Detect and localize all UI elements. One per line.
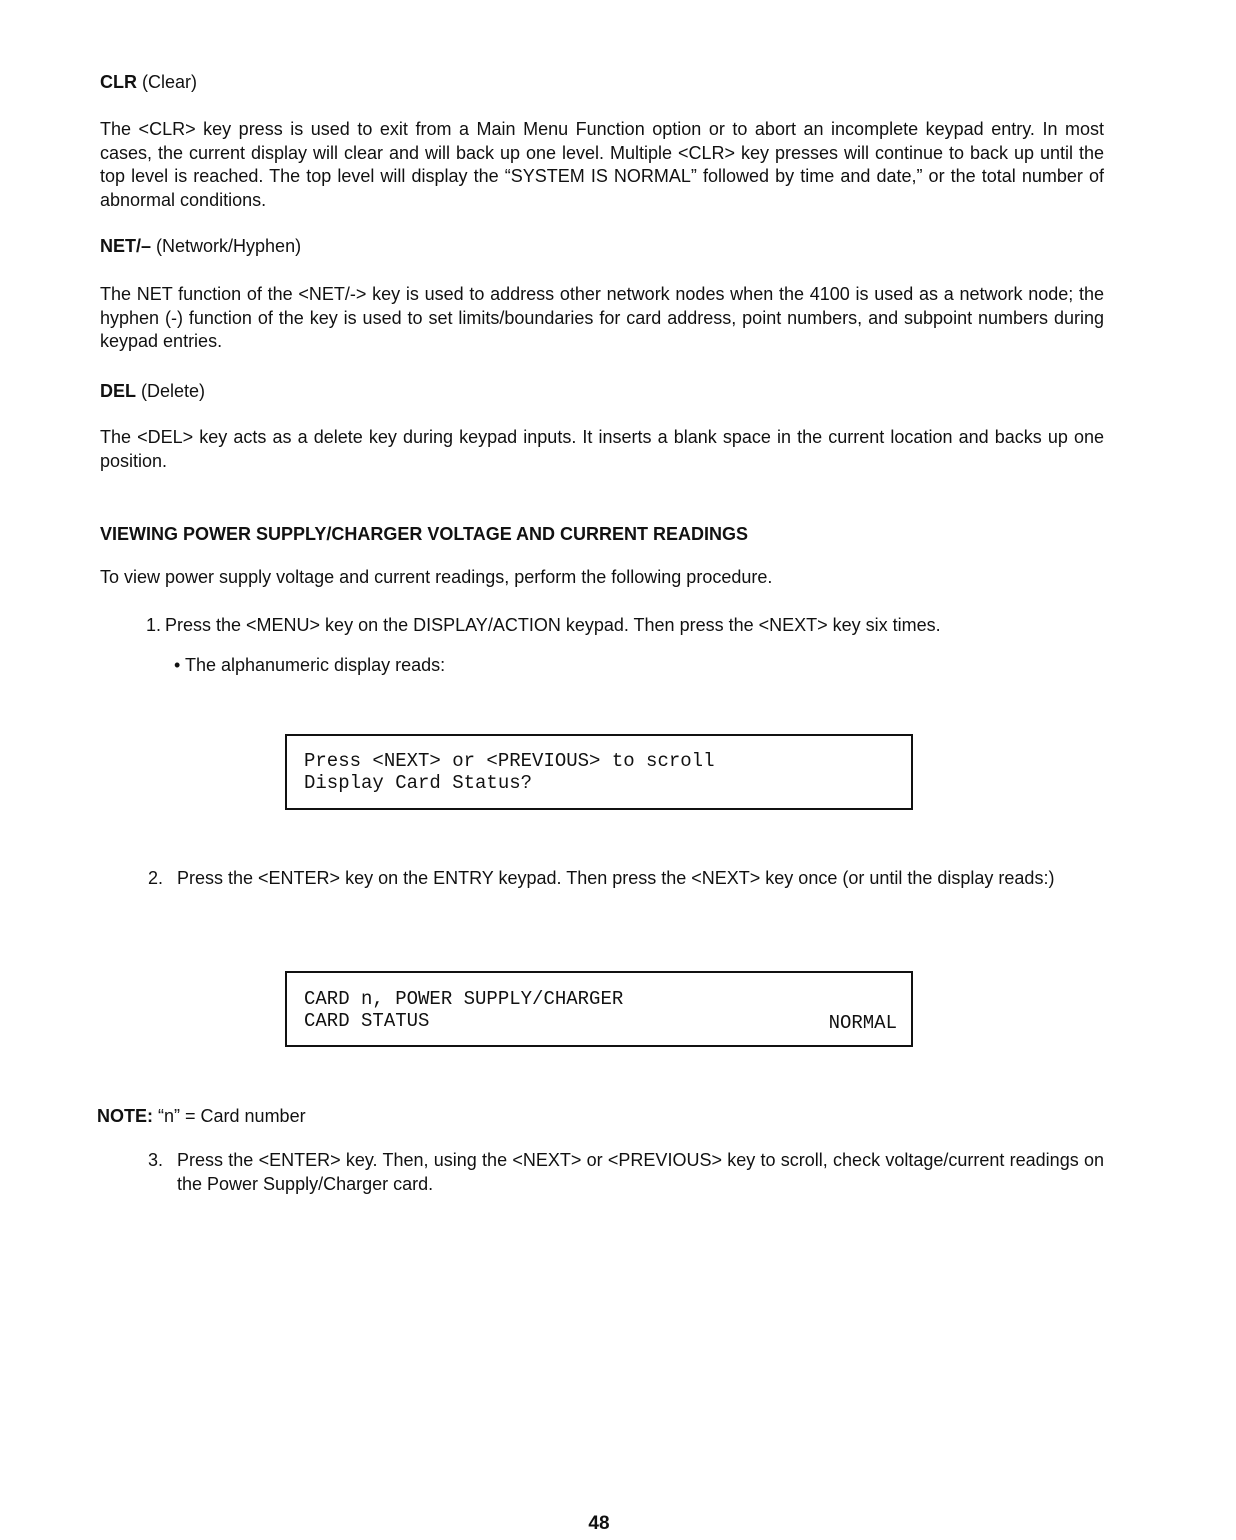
display-line-2: CARD STATUS: [304, 1010, 430, 1032]
del-term: DEL: [100, 381, 136, 401]
note: [97, 1104, 306, 1128]
note-label: NOTE:: [97, 1106, 153, 1126]
net-term: NET/–: [100, 236, 152, 256]
step-3-text: Press the <ENTER> key. Then, using the <NEXT> or <PREVIOUS> key to scroll, check voltage/current readings on the Power Supply/Charger card.: [177, 1150, 1104, 1194]
display-line-1: Press <NEXT> or <PREVIOUS> to scroll: [304, 750, 715, 772]
step-1-number: 1.: [146, 615, 162, 635]
page-number: 48: [588, 1513, 610, 1534]
net-description: (Network/Hyphen): [156, 236, 302, 256]
step-3-number: 3.: [148, 1150, 164, 1170]
net-heading: [100, 234, 301, 258]
step-1: [146, 614, 1104, 638]
step-2: [148, 867, 1104, 915]
section-intro: To view power supply voltage and current readings, perform the following procedure.: [100, 567, 773, 587]
section-title: VIEWING POWER SUPPLY/CHARGER VOLTAGE AND CURRENT READINGS: [100, 524, 749, 544]
step-2-number: 2.: [148, 868, 164, 888]
clr-term: CLR: [100, 72, 137, 92]
clr-description: (Clear): [142, 72, 198, 92]
del-heading: [100, 379, 205, 403]
del-description: (Delete): [141, 381, 206, 401]
note-text: “n” = Card number: [158, 1106, 306, 1126]
display-panel-menu: [285, 734, 913, 810]
display-panel-card-status: [285, 971, 913, 1047]
step-3: [148, 1149, 1104, 1197]
del-paragraph: The <DEL> key acts as a delete key during keypad inputs. It inserts a blank space in the current location and backs up one position.: [100, 427, 1104, 471]
display-status: NORMAL: [828, 1012, 897, 1034]
display-line-1: CARD n, POWER SUPPLY/CHARGER: [304, 988, 624, 1010]
display-line-2: Display Card Status?: [304, 772, 533, 794]
net-paragraph: The NET function of the <NET/-> key is used to address other network nodes when the 4100 is used as a network node; the hyphen (-) function of the key is used to set limits/boundaries for card address, point numbers, and subpoint numbers during keypad entries.: [100, 284, 1104, 351]
clr-heading: [100, 70, 197, 94]
step-2-text: Press the <ENTER> key on the ENTRY keypad. Then press the <NEXT> key once (or until the display reads:): [177, 868, 1055, 888]
clr-paragraph: The <CLR> key press is used to exit from a Main Menu Function option or to abort an incomplete keypad entry. In most cases, the current display will clear and will back up one level. Multiple <CLR> key presses will continue to back up until the top level is reached. The top level will display the “SYSTEM IS NORMAL” followed by time and date,” or the total number of abnormal conditions.: [100, 119, 1104, 210]
step-1-text: Press the <MENU> key on the DISPLAY/ACTION keypad. Then press the <NEXT> key six times.: [165, 615, 941, 635]
bullet-display-reads: • The alphanumeric display reads:: [174, 655, 446, 675]
